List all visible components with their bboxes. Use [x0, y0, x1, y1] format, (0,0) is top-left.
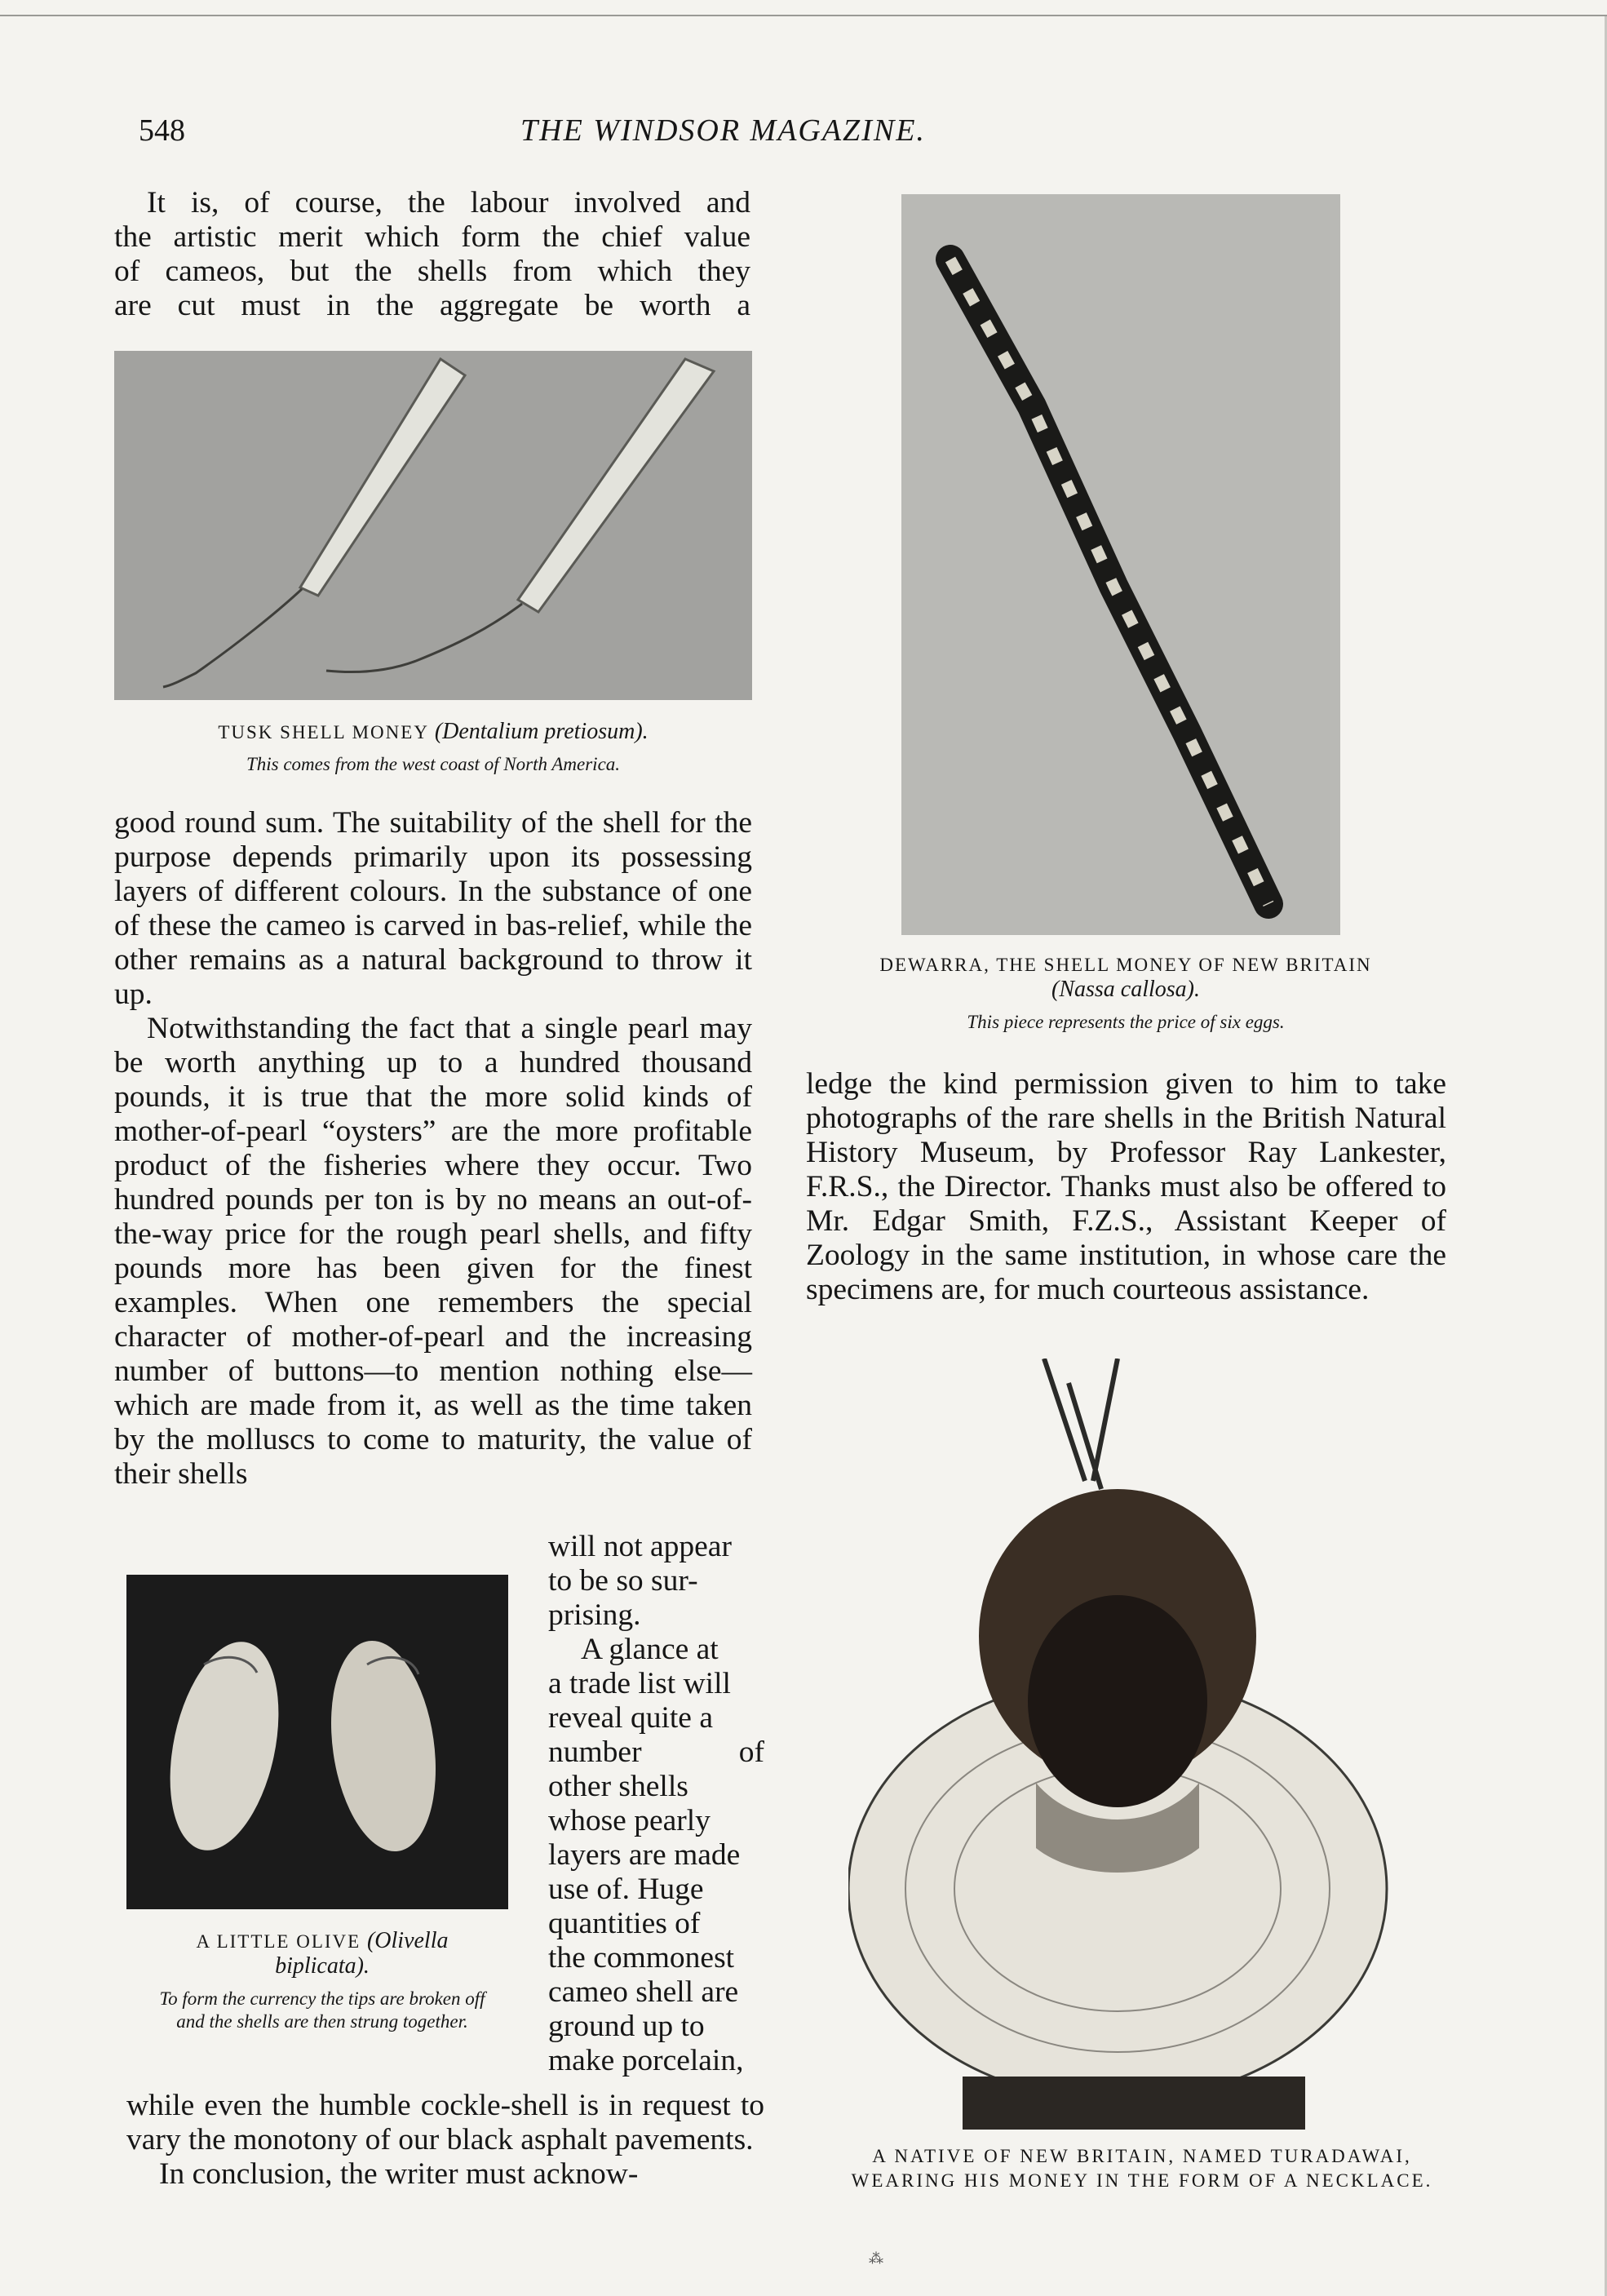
right-column-body — [806, 1067, 1446, 1307]
narrow-line: a trade list will — [548, 1667, 731, 1700]
olive-caption-latin-2: biplicata). — [275, 1953, 370, 1979]
narrow-line: use of. Huge — [548, 1873, 704, 1906]
page-number: 548 — [139, 113, 185, 148]
olive-shell-photo — [126, 1575, 508, 1909]
dewarra-caption-title: DEWARRA, THE SHELL MONEY OF NEW BRITAIN — [879, 955, 1372, 975]
dewarra-caption — [816, 953, 1436, 1034]
dewarra-subcaption: This piece represents the price of six eggs. — [967, 1012, 1285, 1032]
intro-line: of cameos, but the shells from which they — [114, 255, 750, 288]
native-caption-text: A NATIVE OF NEW BRITAIN, NAMED TURADAWAI, WEARING HIS MONEY IN THE FORM OF A NECKLACE. — [851, 2146, 1433, 2191]
tusk-caption — [114, 720, 752, 776]
tusk-caption-title — [114, 720, 752, 745]
olive-shell-illustration — [126, 1575, 508, 1909]
olive-caption-latin-1: (Olivella — [366, 1928, 449, 1953]
paragraph-1: good round sum. The suitability of the shell for the purpose depends primarily upon its possessing layers of different colours. In the substance of one of these the cameo is carved in bas-relief, while the other remains as a natural background to throw it up. — [114, 806, 752, 1011]
narrow-line: to be so sur- — [548, 1564, 698, 1598]
narrow-line: the commonest — [548, 1941, 735, 1975]
magazine-title: THE WINDSOR MAGAZINE. — [520, 113, 926, 148]
paragraph-4: In conclusion, the writer must acknow- — [159, 2157, 639, 2191]
olive-subcaption: To form the currency the tips are broken off and the shells are then strung together. — [159, 1988, 485, 2032]
olive-caption-title-line-2 — [135, 1954, 510, 1979]
narrow-line: layers are made — [548, 1838, 741, 1872]
intro-line: are cut must in the aggregate be worth a — [114, 289, 750, 322]
dewarra-caption-latin: (Nassa callosa). — [1051, 977, 1200, 1002]
narrow-line: number of — [548, 1735, 764, 1769]
printer-mark: ⁂ — [869, 2250, 883, 2267]
tusk-subcaption: This comes from the west coast of North America. — [246, 754, 621, 774]
narrow-line: quantities of — [548, 1907, 701, 1940]
olive-caption-prefix: A LITTLE OLIVE — [196, 1931, 361, 1952]
narrow-column — [548, 1530, 764, 2078]
dewarra-illustration — [901, 194, 1340, 935]
native-caption — [840, 2144, 1444, 2193]
page-top-edge — [0, 15, 1607, 16]
left-column-body — [114, 806, 752, 1492]
paragraph-3: while even the humble cockle-shell is in request to vary the monotony of our black asphalt pavements. — [126, 2089, 764, 2156]
narrow-line: make porcelain, — [548, 2044, 744, 2077]
narrow-line: will not appear — [548, 1530, 732, 1563]
narrow-line: ground up to — [548, 2010, 705, 2043]
tusk-shell-illustration — [114, 351, 752, 700]
olive-caption-title — [135, 1929, 510, 1954]
intro-line: It is, of course, the labour involved and — [147, 186, 750, 219]
running-head — [139, 113, 1036, 162]
tusk-caption-latin: (Dentalium pretiosum). — [434, 719, 649, 744]
dewarra-caption-latin-line — [816, 977, 1436, 1003]
paragraph-2: Notwithstanding the fact that a single pearl may be worth anything up to a hundred thousand pounds, it is true that the more solid kinds of mother-of-pearl “oysters” are the more profitable product of the fisheries where they occur. Two hundred pounds per ton is by no means an out-of-the-way price for the rough pearl shells, and fifty pounds more has been given for the finest examples. When one remembers the special character of mother-of-pearl and the increasing number of buttons—to mention nothing else—which are made from it, as well as the time taken by the molluscs to come to maturity, the value of their shells — [114, 1012, 752, 1491]
tusk-caption-prefix: TUSK SHELL MONEY — [218, 722, 429, 742]
narrow-line: whose pearly — [548, 1804, 711, 1837]
narrow-line: prising. — [548, 1598, 641, 1632]
native-portrait-illustration — [848, 1359, 1436, 2130]
tusk-shell-photo — [114, 351, 752, 700]
right-paragraph: ledge the kind permission given to him to take photographs of the rare shells in the British Natural History Museum, by Professor Ray Lankester, F.R.S., the Director. Thanks must also be offered to Mr. Edgar Smith, F.Z.S., Assistant Keeper of Zoology in the same institution, in whose care the specimens are, for much courteous assistance. — [806, 1067, 1446, 1306]
narrow-line: other shells — [548, 1770, 688, 1803]
narrow-line: cameo shell are — [548, 1975, 739, 2009]
olive-caption — [135, 1929, 510, 2033]
native-portrait-photo — [848, 1359, 1436, 2130]
dewarra-photo — [901, 194, 1340, 935]
intro-line: the artistic merit which form the chief value — [114, 220, 750, 254]
intro-text — [114, 186, 750, 323]
narrow-line: reveal quite a — [548, 1701, 713, 1735]
narrow-line: A glance at — [581, 1633, 719, 1666]
left-column-tail — [126, 2089, 764, 2192]
